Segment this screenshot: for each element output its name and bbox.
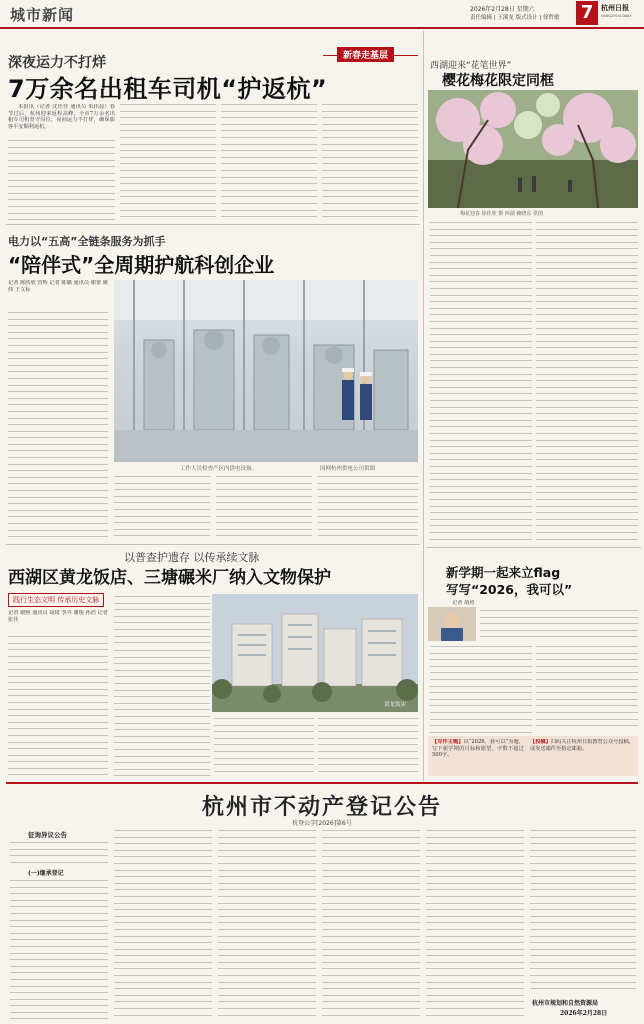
writing-note-title: 【写作主题】	[432, 739, 464, 745]
factory-photo	[114, 280, 418, 462]
sidebar2-col-b	[536, 646, 638, 732]
story1-rule	[6, 224, 420, 225]
story1-col4	[322, 104, 418, 218]
story1-kicker: 深夜运力不打烊	[8, 55, 106, 71]
story2-rule	[6, 544, 420, 545]
blossom-illustration	[428, 90, 638, 208]
story3-headline: 西湖区黄龙饭店、三塘碾米厂纳入文物保护	[8, 568, 331, 588]
student-photo	[428, 607, 476, 641]
story3-col4	[318, 718, 418, 776]
notice-title: 杭州市不动产登记公告	[201, 795, 442, 820]
notice-col2	[114, 830, 212, 1020]
student-illustration	[428, 607, 476, 641]
sidebar-divider	[423, 31, 424, 781]
spring-banner	[323, 47, 418, 65]
blossom-caption: 梅花迎春 徐佳欣 摄 西湖 赖晓东 供图	[460, 211, 543, 217]
story2-col1	[8, 312, 108, 542]
sidebar1-kicker: 西湖迎来“花笔世界”	[430, 61, 512, 71]
story3-col2	[114, 596, 210, 646]
sidebar1-headline: 樱花梅花限定同框	[442, 73, 554, 89]
notice-col1	[10, 880, 108, 1020]
paper-en: HANGZHOU DAILY	[601, 14, 632, 18]
notice-intro	[10, 842, 108, 866]
sidebar2-headline-1: 新学期一起来立flag	[446, 565, 561, 580]
factory-illustration	[114, 280, 418, 462]
notice-issue-date: 2026年2月28日	[560, 1010, 608, 1017]
hotel-illustration	[212, 594, 418, 712]
notice-number: 杭登公字[2026]第6号	[292, 820, 352, 827]
page-number: 7	[576, 1, 598, 25]
date-line: 2026年2月28日 星期六	[470, 6, 535, 13]
story3-kicker: 以普查护遗存 以传承续文脉	[124, 551, 260, 564]
notice-issuer: 杭州市规划和自然资源局	[532, 1000, 599, 1007]
story1-lead: 本报讯（记者 沈佳佳 通讯员 朱伟晨）春节过后，杭州迎来返程高峰。全市7万余名出租车司机坚守岗位，夜间运力不打烊，确保旅客平安顺利返杭。	[8, 104, 115, 130]
hotel-photo	[212, 594, 418, 712]
masthead-rule	[0, 27, 644, 29]
sidebar1-body-b	[536, 222, 638, 544]
story1-headline: 7万余名出租车司机“护返杭”	[8, 75, 328, 103]
sidebar2-byline: 记者 胡涛	[452, 600, 475, 606]
factory-credit: 国网杭州供电公司供图	[320, 466, 376, 472]
sidebar1-rule	[427, 547, 641, 548]
story2-byline: 记者 陈欣欣 管辉 记者 陈璐 通讯员 谢蕾 姚炜 王文标	[8, 280, 108, 293]
submit-note-body: 扫码关注杭州日报教育公众号投稿，或发送邮件至指定邮箱。	[530, 739, 634, 752]
story2-col3	[216, 476, 312, 542]
spring-banner-label: 新春走基层	[337, 47, 394, 62]
sidebar1-body-a	[430, 222, 532, 544]
story1-body	[8, 140, 115, 220]
sidebar2-col-top	[480, 610, 638, 640]
submit-note-text	[530, 739, 634, 773]
story2-kicker: 电力以“五高”全链条服务为抓手	[8, 235, 166, 248]
story3-col1	[8, 636, 108, 776]
notice-col6	[530, 830, 636, 990]
notice-col5	[426, 830, 524, 1020]
story1-col3	[221, 104, 317, 218]
story2-headline: “陪伴式”全周期护航科创企业	[8, 253, 275, 277]
blossom-photo	[428, 90, 638, 208]
story2-col4	[318, 476, 418, 542]
story3-byline: 记者 谢熙 通讯员 胡琦 李卉 谢锐 孙浩 记者 张佳	[8, 610, 108, 623]
story3-col3	[214, 718, 314, 776]
sidebar2-headline-2: 写写“2026，我可以”	[446, 582, 573, 597]
notice-sub2: (一)继承登记	[28, 870, 64, 877]
writing-note-body: 以“2026，我可以”为题，写下新学期的目标和愿望，字数不超过500字。	[432, 739, 524, 759]
editors-line: 责任编辑 | 王溪龙 版式设计 | 徐哲敏	[470, 15, 560, 21]
submit-note-title: 【投稿】	[530, 739, 551, 745]
writing-note-text	[432, 739, 524, 773]
column-tag: 践行生态文明 传承历史文脉	[8, 593, 104, 607]
paper-name: 杭州日报	[601, 3, 629, 12]
notice-col4	[322, 830, 420, 1020]
factory-caption: 工作人员检查产区内供电设备。	[180, 466, 258, 472]
story3-col2b	[114, 650, 210, 776]
story2-col2	[114, 476, 210, 542]
notice-col3	[218, 830, 316, 1020]
notice-top-rule	[6, 782, 638, 784]
hotel-caption: 黄龙饭店	[384, 702, 407, 708]
notice-sub1: 征询异议公告	[28, 831, 67, 839]
story1-col2	[120, 104, 216, 218]
section-label: 城市新闻	[10, 6, 75, 24]
